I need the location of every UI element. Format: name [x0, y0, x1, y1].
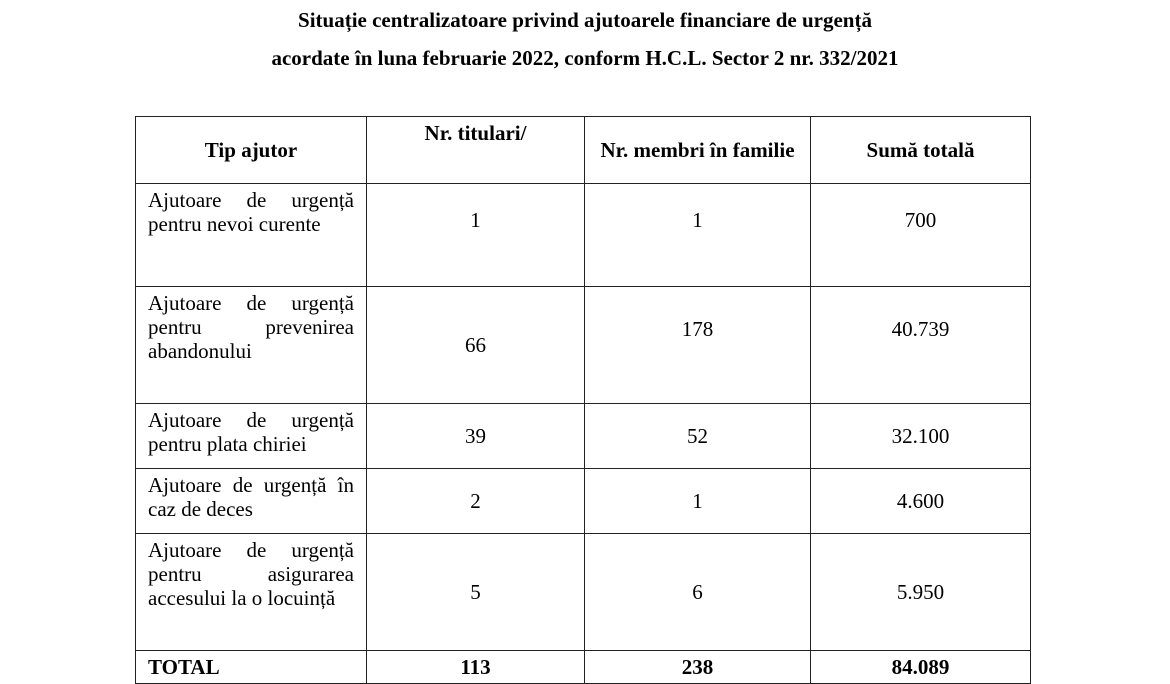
- cell-holders: 2: [367, 469, 585, 534]
- total-members: 238: [585, 651, 811, 684]
- cell-members: 52: [585, 404, 811, 469]
- cell-members: 1: [585, 469, 811, 534]
- cell-aid-type: [136, 469, 367, 534]
- emergency-aid-table: [135, 116, 1031, 684]
- cell-holders: 39: [367, 404, 585, 469]
- cell-members: 1: [585, 184, 811, 287]
- cell-aid-type: [136, 287, 367, 404]
- table-row: [136, 469, 1031, 534]
- cell-total-sum: 700: [811, 184, 1031, 287]
- total-row: [136, 651, 1031, 684]
- cell-aid-type: [136, 404, 367, 469]
- aid-type-text: Ajutoare de urgență în caz de deces: [148, 473, 354, 521]
- header-total-sum: Sumă totală: [811, 117, 1031, 184]
- table-row: [136, 534, 1031, 651]
- cell-total-sum: 32.100: [811, 404, 1031, 469]
- cell-total-sum: 40.739: [811, 287, 1031, 404]
- header-holders-count: Nr. titulari/: [367, 117, 585, 184]
- cell-holders: 1: [367, 184, 585, 287]
- header-family-members: Nr. membri în familie: [585, 117, 811, 184]
- total-sum: 84.089: [811, 651, 1031, 684]
- total-label: TOTAL: [136, 651, 367, 684]
- aid-type-text: Ajutoare de urgență pentru prevenirea abandonului: [148, 291, 354, 363]
- aid-type-text: Ajutoare de urgență pentru asigurarea accesului la o locuință: [148, 538, 354, 610]
- table-row: [136, 184, 1031, 287]
- aid-type-text: Ajutoare de urgență pentru nevoi curente: [148, 188, 354, 236]
- table-header-row: [136, 117, 1031, 184]
- cell-total-sum: 4.600: [811, 469, 1031, 534]
- table-row: [136, 404, 1031, 469]
- cell-members: 6: [585, 534, 811, 651]
- header-aid-type: Tip ajutor: [136, 117, 367, 184]
- cell-holders: 66: [367, 287, 585, 404]
- cell-members: 178: [585, 287, 811, 404]
- table-row: [136, 287, 1031, 404]
- cell-total-sum: 5.950: [811, 534, 1031, 651]
- document-title-line-2: acordate în luna februarie 2022, conform H.C.L. Sector 2 nr. 332/2021: [271, 46, 899, 70]
- cell-aid-type: [136, 534, 367, 651]
- aid-type-text: Ajutoare de urgență pentru plata chiriei: [148, 408, 354, 456]
- cell-holders: 5: [367, 534, 585, 651]
- cell-aid-type: [136, 184, 367, 287]
- total-holders: 113: [367, 651, 585, 684]
- document-title-line-1: Situație centralizatoare privind ajutoarele financiare de urgență: [298, 8, 872, 32]
